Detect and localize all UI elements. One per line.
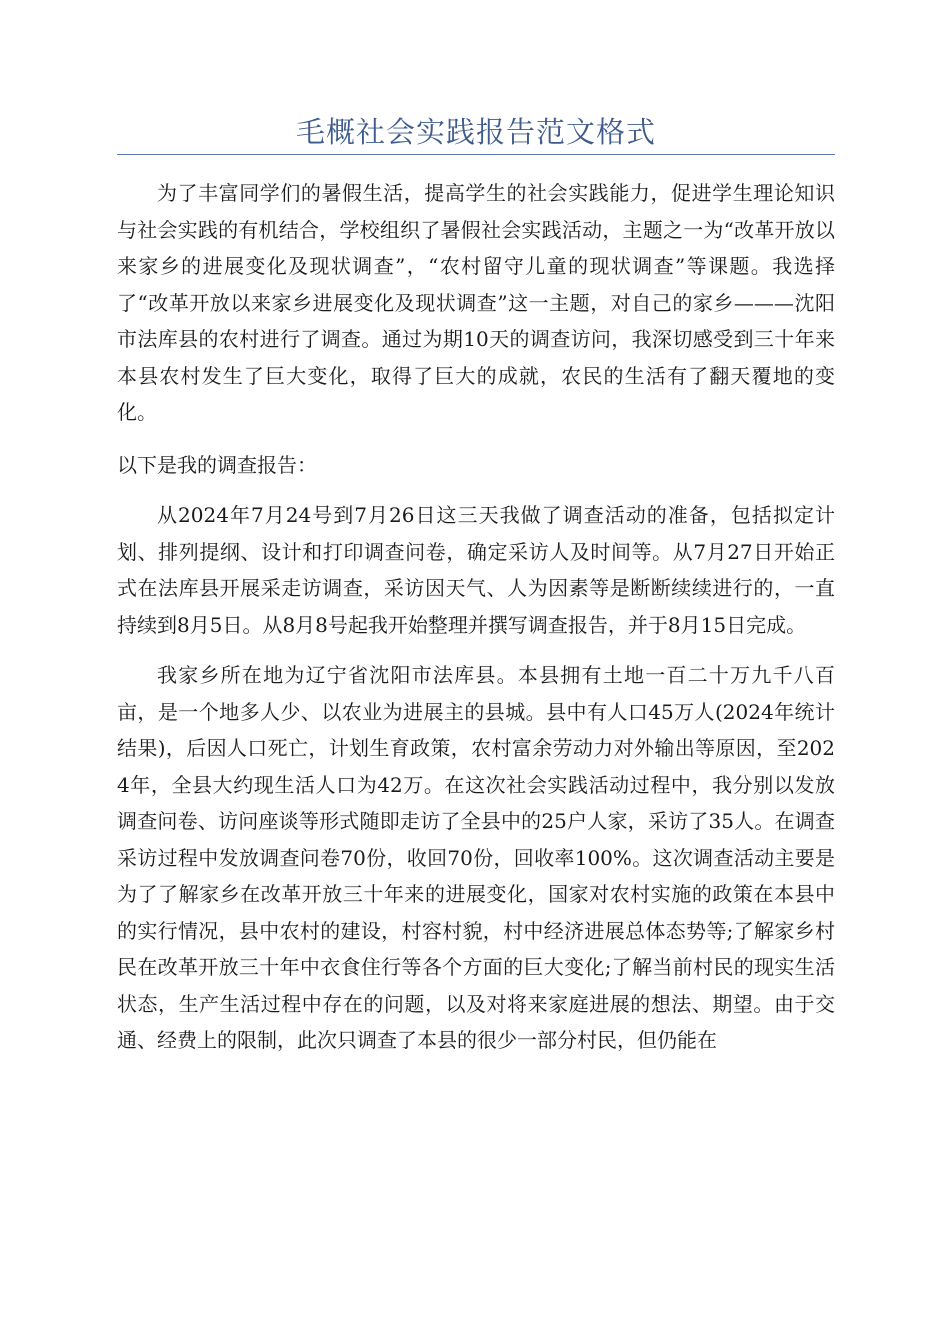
document-page <box>117 112 835 1059</box>
paragraph-schedule: 从2024年7月24号到7月26日这三天我做了调查活动的准备，包括拟定计划、排列提纲、设计和打印调查问卷，确定采访人及时间等。从7月27日开始正式在法库县开展采走访调查，采访因天气、人为因素等是断断续续进行的，一直持续到8月5日。从8月8号起我开始整理并撰写调查报告，并于8月15日完成。 <box>117 503 835 637</box>
paragraph-intro: 为了丰富同学们的暑假生活，提高学生的社会实践能力，促进学生理论知识与社会实践的有机结合，学校组织了暑假社会实践活动，主题之一为“改革开放以来家乡的进展变化及现状调查”，“农村留守儿童的现状调查”等课题。我选择了“改革开放以来家乡进展变化及现状调查”这一主题，对自己的家乡———沈阳市法库县的农村进行了调查。通过为期10天的调查访问，我深切感受到三十年来本县农村发生了巨大变化，取得了巨大的成就，农民的生活有了翻天覆地的变化。 <box>117 181 835 424</box>
document-title: 毛概社会实践报告范文格式 <box>117 112 835 155</box>
paragraph-hometown: 我家乡所在地为辽宁省沈阳市法库县。本县拥有土地一百二十万九千八百亩，是一个地多人少、以农业为进展主的县城。县中有人口45万人(2024年统计结果)，后因人口死亡，计划生育政策，农村富余劳动力对外输出等原因，至2024年，全县大约现生活人口为42万。在这次社会实践活动过程中，我分别以发放调查问卷、访问座谈等形式随即走访了全县中的25户人家，采访了35人。在调查采访过程中发放调查问卷70份，收回70份，回收率100%。这次调查活动主要是为了了解家乡在改革开放三十年来的进展变化，国家对农村实施的政策在本县中的实行情况，县中农村的建设，村容村貌，村中经济进展总体态势等;了解家乡村民在改革开放三十年中衣食住行等各个方面的巨大变化;了解当前村民的现实生活状态，生产生活过程中存在的问题，以及对将来家庭进展的想法、期望。由于交通、经费上的限制，此次只调查了本县的很少一部分村民，但仍能在 <box>117 663 835 1052</box>
paragraph-report-lead: 以下是我的调查报告： <box>117 452 317 477</box>
